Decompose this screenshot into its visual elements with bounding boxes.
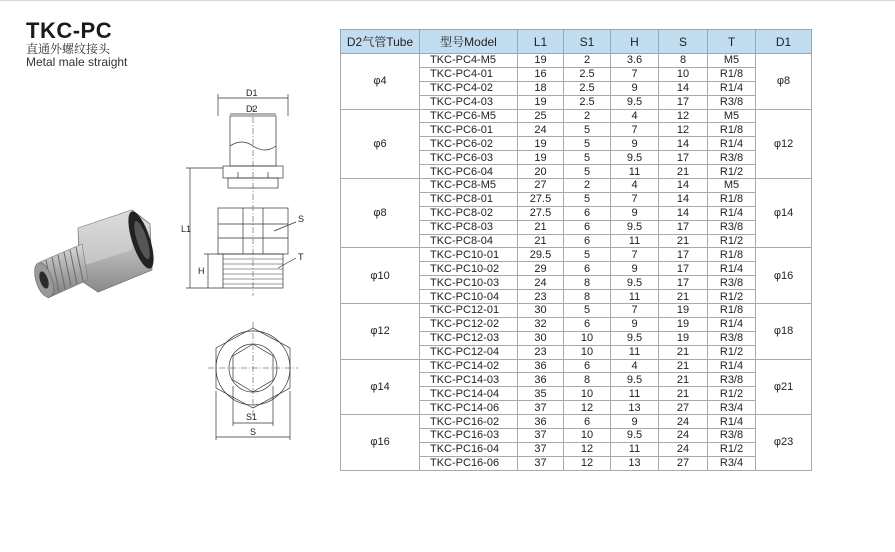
value-cell: R1/8 xyxy=(708,123,756,137)
value-cell: R1/2 xyxy=(708,345,756,359)
tube-size-cell: φ6 xyxy=(341,109,420,178)
table-row xyxy=(341,359,812,373)
d1-size-cell: φ23 xyxy=(756,415,812,471)
value-cell: 19 xyxy=(659,317,708,331)
model-cell: TKC-PC8-03 xyxy=(420,220,518,234)
model-cell: TKC-PC14-02 xyxy=(420,359,518,373)
value-cell: 2 xyxy=(564,179,611,193)
value-cell: 25 xyxy=(518,109,564,123)
d1-size-cell: φ14 xyxy=(756,179,812,248)
value-cell: R1/4 xyxy=(708,262,756,276)
value-cell: 11 xyxy=(611,387,659,401)
column-header: D1 xyxy=(756,30,812,54)
value-cell: 6 xyxy=(564,220,611,234)
value-cell: 36 xyxy=(518,415,564,429)
d1-size-cell: φ21 xyxy=(756,359,812,415)
value-cell: 24 xyxy=(659,442,708,456)
value-cell: 5 xyxy=(564,248,611,262)
value-cell: R1/4 xyxy=(708,359,756,373)
value-cell: R1/2 xyxy=(708,234,756,248)
value-cell: 10 xyxy=(564,331,611,345)
value-cell: 13 xyxy=(611,401,659,415)
value-cell: 20 xyxy=(518,165,564,179)
product-subtitle-cn: 直通外螺纹接头 xyxy=(26,42,111,56)
value-cell: 36 xyxy=(518,373,564,387)
value-cell: 6 xyxy=(564,234,611,248)
model-cell: TKC-PC4-01 xyxy=(420,67,518,81)
value-cell: 24 xyxy=(518,123,564,137)
value-cell: 5 xyxy=(564,192,611,206)
value-cell: 9 xyxy=(611,137,659,151)
model-cell: TKC-PC12-03 xyxy=(420,331,518,345)
value-cell: 19 xyxy=(518,151,564,165)
table-row xyxy=(341,248,812,262)
value-cell: 17 xyxy=(659,276,708,290)
column-header: T xyxy=(708,30,756,54)
value-cell: 14 xyxy=(659,81,708,95)
model-cell: TKC-PC14-06 xyxy=(420,401,518,415)
model-cell: TKC-PC6-M5 xyxy=(420,109,518,123)
table-header-row xyxy=(341,30,812,54)
value-cell: 24 xyxy=(659,429,708,443)
value-cell: 10 xyxy=(659,67,708,81)
model-cell: TKC-PC10-01 xyxy=(420,248,518,262)
table-row xyxy=(341,109,812,123)
value-cell: R1/4 xyxy=(708,81,756,95)
column-header: D2气管Tube xyxy=(341,30,420,54)
value-cell: 10 xyxy=(564,429,611,443)
model-cell: TKC-PC16-04 xyxy=(420,442,518,456)
value-cell: 21 xyxy=(659,234,708,248)
value-cell: 11 xyxy=(611,290,659,304)
value-cell: R3/8 xyxy=(708,276,756,290)
value-cell: 9.5 xyxy=(611,373,659,387)
value-cell: 5 xyxy=(564,304,611,318)
value-cell: 11 xyxy=(611,345,659,359)
value-cell: R3/8 xyxy=(708,151,756,165)
value-cell: 9.5 xyxy=(611,331,659,345)
value-cell: 12 xyxy=(564,456,611,470)
value-cell: 21 xyxy=(659,290,708,304)
value-cell: 14 xyxy=(659,206,708,220)
value-cell: 16 xyxy=(518,67,564,81)
value-cell: 13 xyxy=(611,456,659,470)
value-cell: R1/8 xyxy=(708,304,756,318)
label-l1: L1 xyxy=(181,224,192,234)
table-row xyxy=(341,304,812,318)
value-cell: 21 xyxy=(518,234,564,248)
label-s-bottom: S xyxy=(250,427,257,437)
value-cell: 29 xyxy=(518,262,564,276)
product-title: TKC-PC xyxy=(26,18,113,43)
value-cell: R1/4 xyxy=(708,206,756,220)
value-cell: 17 xyxy=(659,151,708,165)
value-cell: 4 xyxy=(611,359,659,373)
table-row xyxy=(341,54,812,68)
model-cell: TKC-PC14-03 xyxy=(420,373,518,387)
column-header: S xyxy=(659,30,708,54)
tube-size-cell: φ16 xyxy=(341,415,420,471)
model-cell: TKC-PC4-M5 xyxy=(420,54,518,68)
spec-table xyxy=(340,29,812,471)
value-cell: 3.6 xyxy=(611,54,659,68)
value-cell: R3/8 xyxy=(708,220,756,234)
model-cell: TKC-PC4-02 xyxy=(420,81,518,95)
value-cell: 14 xyxy=(659,179,708,193)
value-cell: 11 xyxy=(611,234,659,248)
value-cell: 14 xyxy=(659,192,708,206)
value-cell: 8 xyxy=(659,54,708,68)
value-cell: 32 xyxy=(518,317,564,331)
value-cell: 6 xyxy=(564,415,611,429)
value-cell: 19 xyxy=(518,54,564,68)
value-cell: 6 xyxy=(564,206,611,220)
value-cell: 21 xyxy=(659,165,708,179)
value-cell: 9.5 xyxy=(611,151,659,165)
label-s1: S1 xyxy=(246,412,258,422)
value-cell: R3/8 xyxy=(708,331,756,345)
value-cell: 18 xyxy=(518,81,564,95)
value-cell: 17 xyxy=(659,95,708,109)
value-cell: 7 xyxy=(611,123,659,137)
value-cell: 10 xyxy=(564,345,611,359)
model-cell: TKC-PC6-01 xyxy=(420,123,518,137)
value-cell: 30 xyxy=(518,331,564,345)
value-cell: 6 xyxy=(564,262,611,276)
value-cell: 6 xyxy=(564,317,611,331)
value-cell: 19 xyxy=(518,137,564,151)
model-cell: TKC-PC12-04 xyxy=(420,345,518,359)
value-cell: 2 xyxy=(564,109,611,123)
value-cell: M5 xyxy=(708,109,756,123)
tube-size-cell: φ14 xyxy=(341,359,420,415)
column-header: L1 xyxy=(518,30,564,54)
model-cell: TKC-PC8-01 xyxy=(420,192,518,206)
value-cell: 27 xyxy=(518,179,564,193)
value-cell: R1/4 xyxy=(708,317,756,331)
value-cell: 27.5 xyxy=(518,206,564,220)
value-cell: 11 xyxy=(611,442,659,456)
value-cell: 21 xyxy=(518,220,564,234)
value-cell: 5 xyxy=(564,123,611,137)
value-cell: 9.5 xyxy=(611,276,659,290)
value-cell: 12 xyxy=(659,123,708,137)
value-cell: 12 xyxy=(564,401,611,415)
value-cell: 2.5 xyxy=(564,95,611,109)
d1-size-cell: φ16 xyxy=(756,248,812,304)
value-cell: 21 xyxy=(659,387,708,401)
value-cell: 27 xyxy=(659,456,708,470)
value-cell: 24 xyxy=(659,415,708,429)
value-cell: 8 xyxy=(564,373,611,387)
value-cell: 4 xyxy=(611,109,659,123)
value-cell: 21 xyxy=(659,345,708,359)
value-cell: 2.5 xyxy=(564,81,611,95)
value-cell: R1/8 xyxy=(708,67,756,81)
model-cell: TKC-PC16-02 xyxy=(420,415,518,429)
tube-size-cell: φ4 xyxy=(341,54,420,110)
tube-size-cell: φ12 xyxy=(341,304,420,360)
model-cell: TKC-PC8-M5 xyxy=(420,179,518,193)
label-s-side: S xyxy=(298,214,305,224)
value-cell: R3/8 xyxy=(708,429,756,443)
value-cell: 10 xyxy=(564,387,611,401)
value-cell: 6 xyxy=(564,359,611,373)
d1-size-cell: φ8 xyxy=(756,54,812,110)
value-cell: 23 xyxy=(518,290,564,304)
value-cell: 7 xyxy=(611,67,659,81)
model-cell: TKC-PC8-04 xyxy=(420,234,518,248)
value-cell: 19 xyxy=(659,331,708,345)
value-cell: 9.5 xyxy=(611,429,659,443)
model-cell: TKC-PC16-03 xyxy=(420,429,518,443)
value-cell: 11 xyxy=(611,165,659,179)
value-cell: 8 xyxy=(564,290,611,304)
top-rule xyxy=(0,0,895,7)
value-cell: 9 xyxy=(611,415,659,429)
product-subtitle-en: Metal male straight xyxy=(26,55,128,69)
column-header: S1 xyxy=(564,30,611,54)
value-cell: M5 xyxy=(708,54,756,68)
column-header: H xyxy=(611,30,659,54)
model-cell: TKC-PC4-03 xyxy=(420,95,518,109)
value-cell: 9 xyxy=(611,206,659,220)
tube-size-cell: φ10 xyxy=(341,248,420,304)
value-cell: 9 xyxy=(611,317,659,331)
value-cell: 5 xyxy=(564,151,611,165)
fitting-photo xyxy=(20,200,170,320)
model-cell: TKC-PC12-02 xyxy=(420,317,518,331)
model-cell: TKC-PC16-06 xyxy=(420,456,518,470)
model-cell: TKC-PC10-02 xyxy=(420,262,518,276)
value-cell: 23 xyxy=(518,345,564,359)
value-cell: 35 xyxy=(518,387,564,401)
value-cell: 17 xyxy=(659,248,708,262)
value-cell: 19 xyxy=(518,95,564,109)
value-cell: R1/8 xyxy=(708,248,756,262)
value-cell: R1/2 xyxy=(708,442,756,456)
value-cell: 7 xyxy=(611,304,659,318)
label-d1: D1 xyxy=(246,88,258,98)
value-cell: 37 xyxy=(518,429,564,443)
model-cell: TKC-PC6-02 xyxy=(420,137,518,151)
value-cell: 7 xyxy=(611,248,659,262)
value-cell: 27 xyxy=(659,401,708,415)
label-d2: D2 xyxy=(246,104,258,114)
value-cell: 12 xyxy=(659,109,708,123)
value-cell: R3/4 xyxy=(708,456,756,470)
value-cell: 12 xyxy=(564,442,611,456)
value-cell: 2.5 xyxy=(564,67,611,81)
value-cell: 17 xyxy=(659,220,708,234)
value-cell: 9.5 xyxy=(611,95,659,109)
value-cell: 2 xyxy=(564,54,611,68)
d1-size-cell: φ18 xyxy=(756,304,812,360)
value-cell: 24 xyxy=(518,276,564,290)
value-cell: 19 xyxy=(659,304,708,318)
value-cell: R3/4 xyxy=(708,401,756,415)
tube-size-cell: φ8 xyxy=(341,179,420,248)
table-body xyxy=(341,54,812,471)
model-cell: TKC-PC10-03 xyxy=(420,276,518,290)
value-cell: 27.5 xyxy=(518,192,564,206)
value-cell: 30 xyxy=(518,304,564,318)
value-cell: 14 xyxy=(659,137,708,151)
value-cell: 21 xyxy=(659,359,708,373)
value-cell: 29.5 xyxy=(518,248,564,262)
model-cell: TKC-PC14-04 xyxy=(420,387,518,401)
value-cell: 36 xyxy=(518,359,564,373)
value-cell: 8 xyxy=(564,276,611,290)
value-cell: 5 xyxy=(564,137,611,151)
model-cell: TKC-PC6-04 xyxy=(420,165,518,179)
value-cell: M5 xyxy=(708,179,756,193)
column-header: 型号Model xyxy=(420,30,518,54)
table-row xyxy=(341,415,812,429)
value-cell: 17 xyxy=(659,262,708,276)
table-row xyxy=(341,179,812,193)
value-cell: 5 xyxy=(564,165,611,179)
label-t: T xyxy=(298,252,304,262)
value-cell: R1/8 xyxy=(708,192,756,206)
value-cell: 7 xyxy=(611,192,659,206)
value-cell: 37 xyxy=(518,401,564,415)
technical-drawing xyxy=(178,86,328,446)
d1-size-cell: φ12 xyxy=(756,109,812,178)
value-cell: 21 xyxy=(659,373,708,387)
value-cell: R3/8 xyxy=(708,95,756,109)
value-cell: R3/8 xyxy=(708,373,756,387)
value-cell: R1/2 xyxy=(708,387,756,401)
value-cell: 37 xyxy=(518,456,564,470)
model-cell: TKC-PC6-03 xyxy=(420,151,518,165)
value-cell: 37 xyxy=(518,442,564,456)
value-cell: 9.5 xyxy=(611,220,659,234)
model-cell: TKC-PC8-02 xyxy=(420,206,518,220)
value-cell: R1/2 xyxy=(708,165,756,179)
label-h: H xyxy=(198,266,205,276)
model-cell: TKC-PC12-01 xyxy=(420,304,518,318)
value-cell: 9 xyxy=(611,81,659,95)
value-cell: R1/4 xyxy=(708,137,756,151)
value-cell: 9 xyxy=(611,262,659,276)
value-cell: 4 xyxy=(611,179,659,193)
value-cell: R1/4 xyxy=(708,415,756,429)
value-cell: R1/2 xyxy=(708,290,756,304)
model-cell: TKC-PC10-04 xyxy=(420,290,518,304)
